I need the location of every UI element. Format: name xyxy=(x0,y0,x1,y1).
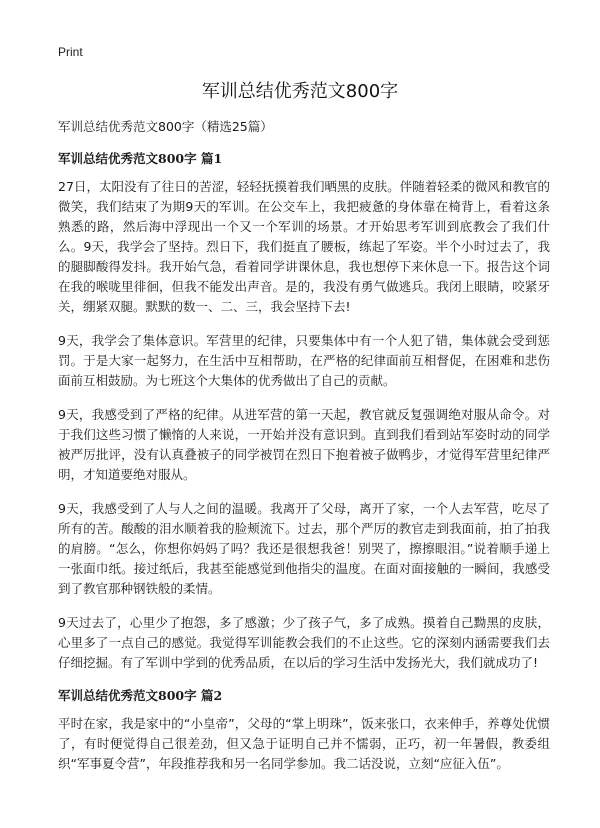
paragraph: 9天过去了，心里少了抱怨，多了感激；少了孩子气，多了成熟。摸着自己黝黑的皮肤，心里多了一点自己的感觉。我觉得军训能教会我们的不止这些。它的深刻内涵需要我们去仔细挖掘。有了军训中学到的优秀品质，在以后的学习生活中发扬光大，我们就成功了! xyxy=(58,615,550,670)
paragraph: 9天，我学会了集体意识。军营里的纪律，只要集体中有一个人犯了错，集体就会受到惩罚。于是大家一起努力，在生活中互相帮助，在严格的纪律面前互相督促，在困难和悲伤面前互相鼓励。为七班这个大集体的优秀做出了自己的贡献。 xyxy=(58,333,550,388)
document-title: 军训总结优秀范文800字 xyxy=(201,81,399,102)
section-heading: 军训总结优秀范文800字 篇2 xyxy=(58,688,223,703)
section-heading: 军训总结优秀范文800字 篇1 xyxy=(58,151,223,166)
paragraph: 27日，太阳没有了往日的苦涩，轻轻抚摸着我们晒黑的皮肤。伴随着轻柔的微风和教官的微笑，我们结束了为期9天的军训。在公交车上，我把疲惫的身体靠在椅背上，看着这条熟悉的路，然后海中浮现出一个又一个军训的场景。才开始思考军训到底教会了我们什么。9天，我学会了坚持。烈日下，我们挺直了腰板，练起了军姿。半个小时过去了，我的腿脚酸得发抖。我开始气急，看着同学讲课休息，我也想停下来休息一下。报告这个词在我的喉咙里徘徊，但我不能发出声音。是的，我没有勇气做逃兵。我闭上眼睛，咬紧牙关，绷紧双腿。默默的数一、二、三，我会坚持下去! xyxy=(58,179,550,314)
paragraph: 9天，我感受到了人与人之间的温暖。我离开了父母，离开了家，一个人去军营，吃尽了所有的苦。酸酸的泪水顺着我的脸颊流下。过去，那个严厉的教官走到我面前，拍了拍我的肩膀。“怎么，你想你妈妈了吗？我还是很想我爸！别哭了，擦擦眼泪。”说着顺手递上一张面巾纸。接过纸后，我甚至能感觉到他指尖的温度。在面对面接触的一瞬间，我感受到了教官那种钢铁般的柔情。 xyxy=(58,501,550,596)
paragraph: 9天，我感受到了严格的纪律。从进军营的第一天起，教官就反复强调绝对服从命令。对于我们这些习惯了懒惰的人来说，一开始并没有意识到。直到我们看到站军姿时动的同学被严厉批评，没有认真叠被子的同学被罚在烈日下抱着被子做鸭步，才觉得军营里纪律严明，才知道要绝对服从。 xyxy=(58,407,550,482)
paragraph: 平时在家，我是家中的“小皇帝”，父母的“掌上明珠”，饭来张口，衣来伸手，养尊处优惯了，有时便觉得自己很差劲，但又急于证明自己并不懦弱，正巧，初一年暑假，教委组织“军事夏令营”，年段推荐我和另一名同学参加。我二话没说，立刻“应征入伍”。 xyxy=(58,716,550,771)
print-label[interactable]: Print xyxy=(58,45,83,59)
document-subtitle: 军训总结优秀范文800字（精选25篇） xyxy=(58,119,273,134)
document-body xyxy=(58,118,550,788)
